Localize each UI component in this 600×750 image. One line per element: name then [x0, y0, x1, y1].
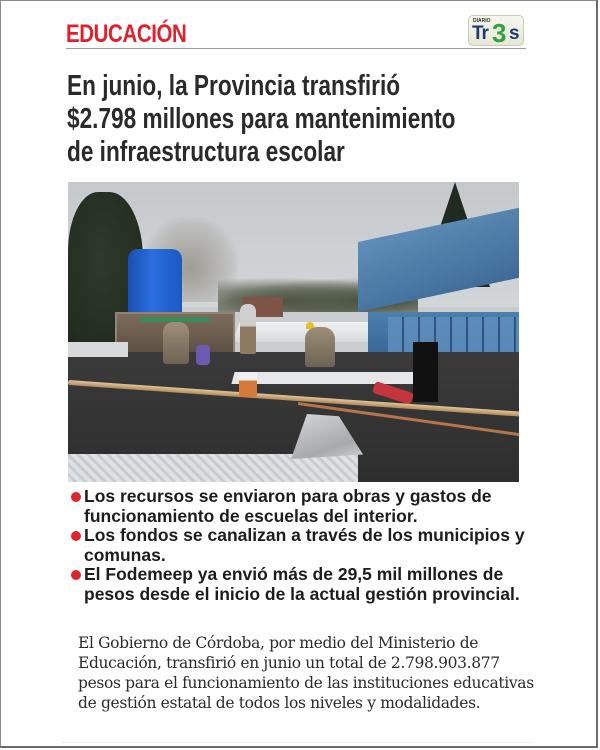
bullet-dot-icon	[71, 531, 81, 541]
bullet-item	[70, 565, 540, 604]
photo-gas-cylinder	[196, 345, 210, 365]
bullet-dot-icon	[71, 570, 81, 580]
bullet-text: Los fondos se canalizan a través de los municipios y comunas.	[84, 525, 525, 565]
section-header	[66, 22, 526, 49]
photo-worker	[240, 304, 256, 354]
photo-roof-edge	[68, 342, 128, 357]
bullet-item	[70, 487, 540, 526]
summary-bullets	[70, 487, 540, 604]
bullet-text: El Fodemeep ya envió más de 29,5 mil millones de pesos desde el inicio de la actual gestión provincial.	[84, 564, 520, 604]
headline-line: $2.798 millones para mantenimiento	[67, 103, 456, 135]
headline-line: En junio, la Provincia transfirió	[67, 70, 401, 102]
photo-white-membrane	[231, 372, 419, 384]
article-photo	[68, 182, 519, 482]
photo-worker	[305, 327, 335, 367]
photo-white-membrane-front	[68, 454, 358, 482]
logo-s: s	[509, 23, 520, 44]
diario-tres-logo	[468, 15, 524, 46]
headline	[67, 70, 535, 169]
headline-line: de infraestructura escolar	[67, 136, 345, 168]
logo-three: 3	[492, 18, 507, 48]
logo-diario-label: DIARIO	[473, 18, 491, 24]
photo-vent-pipe	[413, 342, 438, 402]
bullet-dot-icon	[71, 492, 81, 502]
section-title: EDUCACIÓN	[66, 20, 187, 48]
photo-bucket	[239, 372, 257, 397]
photo-water-tank	[128, 249, 182, 314]
photo-worker	[163, 322, 189, 364]
body-paragraph: El Gobierno de Córdoba, por medio del Ministerio de Educación, transfirió en junio un total de 2.798.903.877 pesos para el funcionamiento de las instituciones educativas de gestión estatal de todos los niveles y modalidades.	[78, 634, 534, 712]
divider	[62, 742, 532, 743]
logo-tr: Tr	[472, 23, 488, 44]
bullet-text: Los recursos se enviaron para obras y gastos de funcionamiento de escuelas del interior.	[84, 486, 492, 526]
bullet-item	[70, 526, 540, 565]
